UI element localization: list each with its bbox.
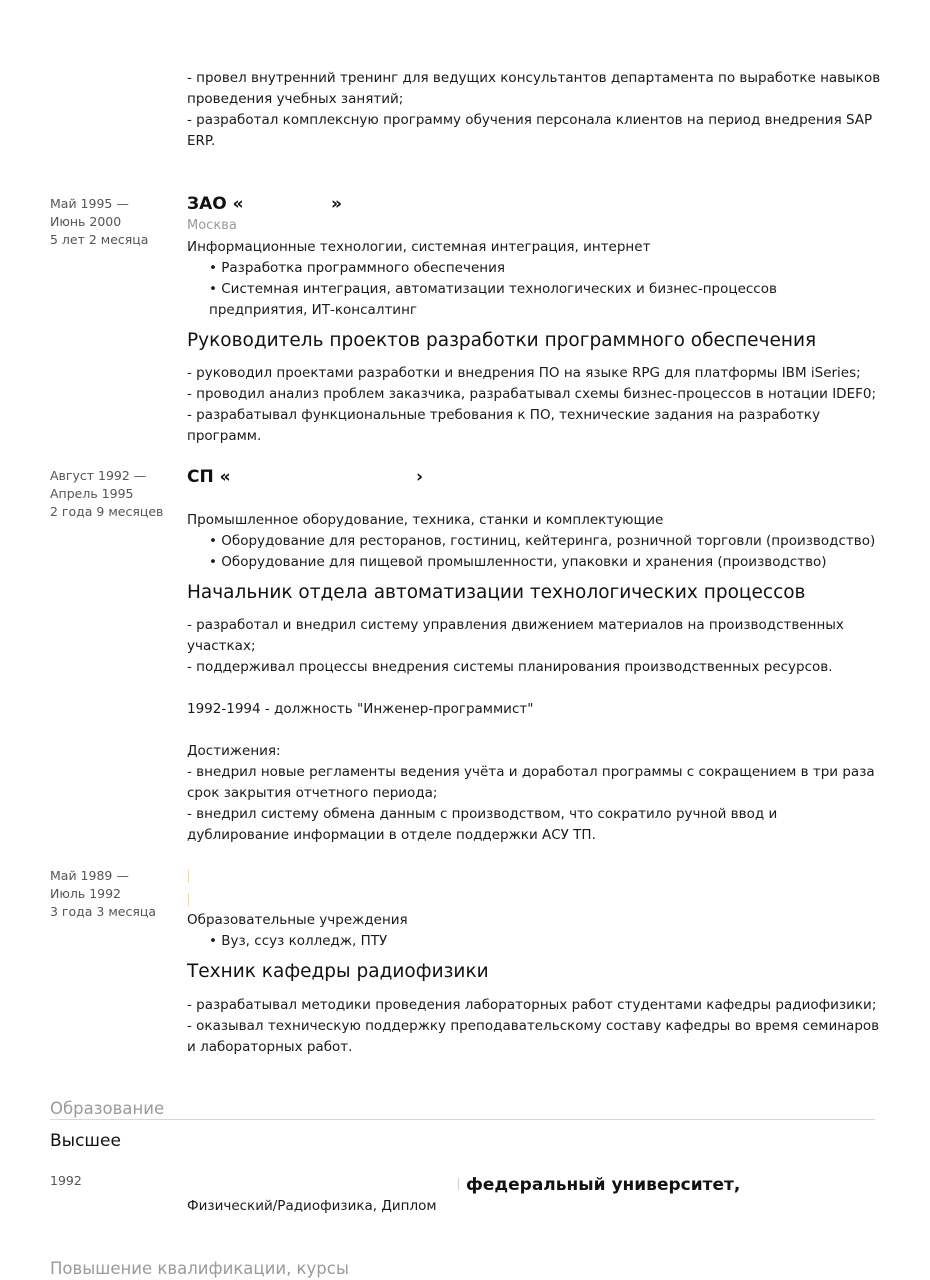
text-line: и лабораторных работ. — [187, 1039, 353, 1055]
industry-block — [187, 237, 777, 321]
section-divider — [50, 1119, 875, 1120]
redaction-mark — [188, 893, 189, 906]
industry-bullet: • Разработка программного обеспечения — [209, 260, 505, 276]
text-line: срок закрытия отчетного периода; — [187, 785, 438, 801]
date-from: Август 1992 — — [50, 468, 147, 483]
text-line: программ. — [187, 428, 262, 444]
industry-block — [187, 910, 408, 952]
text-line: - руководил проектами разработки и внедрения ПО на языке RPG для платформы IBM iSeries; — [187, 365, 861, 381]
text-line: - проводил анализ проблем заказчика, разрабатывал схемы бизнес-процессов в нотации IDEF0; — [187, 386, 877, 402]
job-title: Начальник отдела автоматизации технологических процессов — [187, 582, 806, 603]
text-line: - внедрил новые регламенты ведения учёта и доработал программы с сокращением в три раза — [187, 764, 875, 780]
industry-bullet: • Оборудование для ресторанов, гостиниц, кейтеринга, розничной торговли (производство) — [209, 533, 876, 549]
text-line: проведения учебных занятий; — [187, 91, 404, 107]
university-name: федеральный университет, — [466, 1175, 741, 1195]
text-line: - поддерживал процессы внедрения системы планирования производственных ресурсов. — [187, 659, 833, 675]
date-from: Май 1995 — — [50, 196, 129, 211]
date-from: Май 1989 — — [50, 868, 129, 883]
text-line: - оказывал техническую поддержку преподавательскому составу кафедры во время семинаров — [187, 1018, 880, 1034]
company-city: Москва — [187, 218, 237, 233]
industry-block — [187, 510, 875, 573]
industry-bullet: • Оборудование для пищевой промышленности, упаковки и хранения (производство) — [209, 554, 827, 570]
courses-section-title: Повышение квалификации, курсы — [50, 1259, 349, 1278]
date-to: Июнь 2000 — [50, 214, 122, 229]
duration: 5 лет 2 месяца — [50, 232, 149, 247]
education-section-title: Образование — [50, 1099, 165, 1118]
text-line: Достижения: — [187, 743, 281, 759]
company-name-right: » — [331, 194, 342, 214]
job-dates — [50, 467, 163, 521]
education-year: 1992 — [50, 1173, 82, 1188]
text-line: ERP. — [187, 133, 216, 149]
duration: 2 года 9 месяцев — [50, 504, 164, 519]
job-title: Руководитель проектов разработки программного обеспечения — [187, 330, 817, 351]
industry: Информационные технологии, системная интеграция, интернет — [187, 239, 651, 255]
text-line: дублирование информации в отделе поддержки АСУ ТП. — [187, 827, 596, 843]
text-line: - разрабатывал функциональные требования к ПО, технические задания на разработку — [187, 407, 821, 423]
text-line: - разработал и внедрил систему управления движением материалов на производственных — [187, 617, 844, 633]
text-line: - внедрил систему обмена данным с производством, что сократило ручной ввод и — [187, 806, 778, 822]
job-description — [187, 995, 879, 1058]
redaction-mark — [454, 1178, 459, 1190]
blank-line — [187, 678, 875, 699]
duration: 3 года 3 месяца — [50, 904, 157, 919]
education-level: Высшее — [50, 1131, 121, 1151]
top-achievements — [187, 68, 880, 152]
industry-bullet: • Вуз, ссуз колледж, ПТУ — [209, 933, 388, 949]
job-description — [187, 363, 876, 447]
company-name-right: › — [416, 467, 424, 487]
industry: Образовательные учреждения — [187, 912, 408, 928]
company-name-left: СП « — [187, 467, 231, 487]
job-title: Техник кафедры радиофизики — [187, 961, 489, 982]
job-dates — [50, 867, 156, 921]
text-line: - разрабатывал методики проведения лабораторных работ студентами кафедры радиофизики; — [187, 997, 877, 1013]
company-name-left: ЗАО « — [187, 194, 244, 214]
industry: Промышленное оборудование, техника, станки и комплектующие — [187, 512, 664, 528]
text-line: участках; — [187, 638, 256, 654]
redaction-mark — [188, 870, 189, 883]
job-description — [187, 615, 875, 846]
text-line: 1992-1994 - должность "Инженер-программист" — [187, 701, 534, 717]
job-dates — [50, 195, 148, 249]
text-line: - провел внутренний тренинг для ведущих консультантов департамента по выработке навыков — [187, 70, 881, 86]
text-line: - разработал комплексную программу обучения персонала клиентов на период внедрения SAP — [187, 112, 873, 128]
industry-bullet: • Системная интеграция, автоматизации технологических и бизнес-процессов — [209, 281, 777, 297]
faculty: Физический/Радиофизика, Диплом — [187, 1198, 437, 1214]
date-to: Июль 1992 — [50, 886, 122, 901]
industry-bullet: предприятия, ИТ-консалтинг — [209, 302, 418, 318]
date-to: Апрель 1995 — [50, 486, 134, 501]
blank-line — [187, 720, 875, 741]
